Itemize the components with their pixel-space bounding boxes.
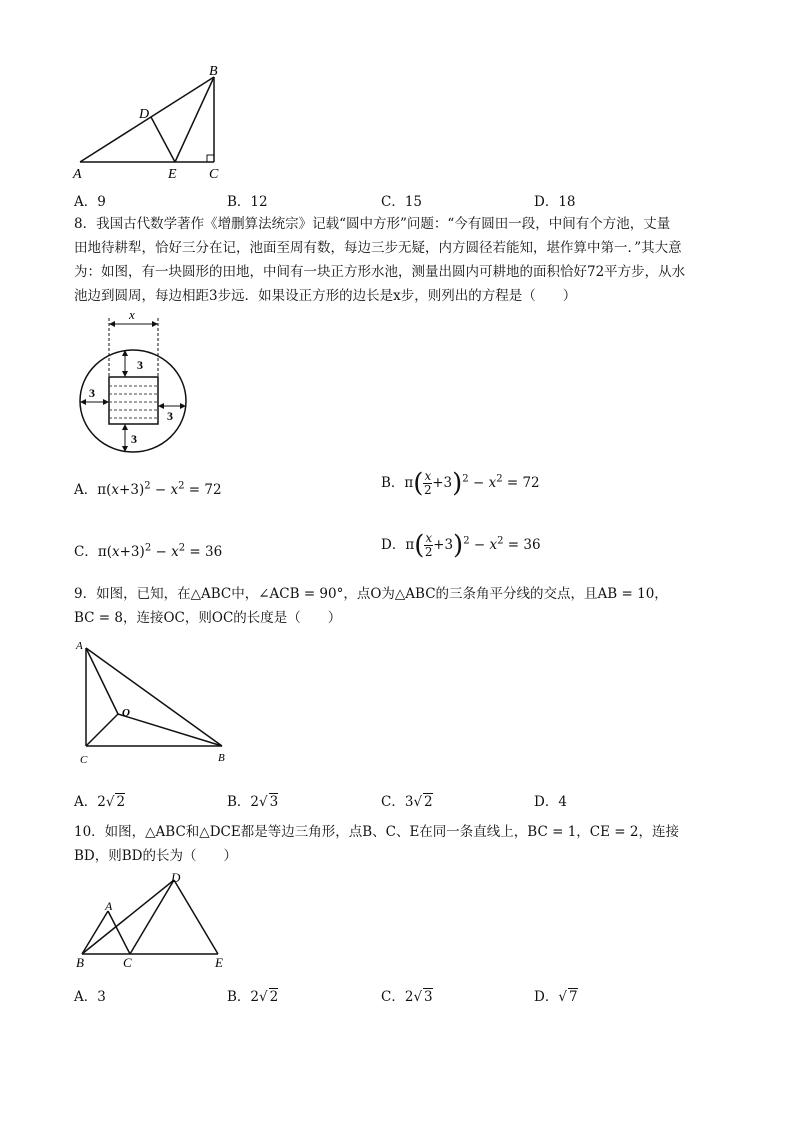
fig7-label-e: E <box>168 167 177 182</box>
q9-line-1: 9．如图，已知，在△ABC中，∠ACB = 90°，点O为△ABC的三条角平分线的交点，且AB = 10， <box>74 586 668 602</box>
fig9-label-o: O <box>122 707 130 719</box>
fig10-label-d: D <box>171 870 181 885</box>
q10-option-c: C．2√ 3 <box>381 989 433 1005</box>
q10-figure <box>72 870 232 974</box>
fig7-label-b: B <box>209 64 218 79</box>
q7-option-a: A．9 <box>74 194 106 210</box>
q9-line-2: BC = 8，连接OC，则OC的长度是（ ） <box>74 610 342 626</box>
q8-figure <box>72 306 192 456</box>
fig7-label-c: C <box>209 167 219 182</box>
q10-line-2: BD，则BD的长为（ ） <box>74 848 237 864</box>
q9-option-a: A．2√ 2 <box>74 794 126 810</box>
q10-option-d: D．√ 7 <box>534 989 578 1005</box>
fraction-x-over-2: $\frac{x}{2}$ <box>424 531 433 559</box>
fig10-label-a: A <box>105 899 113 913</box>
fig10-label-c: C <box>123 955 132 970</box>
q10-option-b: B．2√ 2 <box>227 989 279 1005</box>
q8-option-b: B．π( $\frac{x}{2}$ $+3)^2 - x^2 = 72$ <box>381 468 540 499</box>
q10-line-1: 10．如图，△ABC和△DCE都是等边三角形，点B、C、E在同一条直线上，BC = 1，CE = 2，连接 <box>74 824 679 840</box>
fig10-label-e: E <box>215 955 223 970</box>
q7-option-d: D．18 <box>534 194 576 210</box>
q9-option-c: C．3√ 2 <box>381 794 433 810</box>
fig9-label-c: C <box>80 754 88 766</box>
fig9-label-a: A <box>76 640 83 652</box>
q7-figure <box>70 62 230 182</box>
fig8-label-3-bottom: 3 <box>131 432 137 446</box>
fig8-label-3-left: 3 <box>89 386 95 400</box>
q9-figure <box>72 636 242 770</box>
q8-option-c: C．$\pi(x+3)^2 - x^2 = 36$ <box>74 542 223 560</box>
fig8-label-x: x <box>129 307 135 322</box>
q7-option-c: C．15 <box>381 194 423 210</box>
fig7-label-a: A <box>73 167 82 182</box>
fig8-label-3-top: 3 <box>137 358 143 372</box>
q9-option-d: D．4 <box>534 794 567 810</box>
q8-option-d: D．π( $\frac{x}{2}$ $+3)^2 - x^2 = 36$ <box>381 530 541 561</box>
fig8-label-3-right: 3 <box>167 409 173 423</box>
q10-option-a: A．3 <box>74 989 106 1005</box>
q8-option-a: A．$\pi(x+3)^2 - x^2 = 72$ <box>74 480 222 498</box>
fig9-label-b: B <box>218 752 225 764</box>
q8-line-1: 8．我国古代数学著作《增删算法统宗》记载“圆中方形”问题：“今有圆田一段，中间有个方池，丈量 <box>74 216 671 232</box>
q8-line-4: 池边到圆周，每边相距3步远．如果设正方形的边长是x步，则列出的方程是（ ） <box>74 288 577 304</box>
q8-line-3: 为：如图，有一块圆形的田地，中间有一块正方形水池，测量出圆内可耕地的面积恰好72平方步，从水 <box>74 264 686 280</box>
fig10-label-b: B <box>76 955 84 970</box>
q9-option-b: B．2√ 3 <box>227 794 279 810</box>
q8-line-2: 田地待耕犁，恰好三分在记，池面至周有数，每边三步无疑，内方圆径若能知，堪作算中第一．”其大意 <box>74 240 682 256</box>
q7-option-b: B．12 <box>227 194 268 210</box>
fraction-x-over-2: $\frac{x}{2}$ <box>424 469 432 497</box>
fig7-label-d: D <box>139 107 150 122</box>
